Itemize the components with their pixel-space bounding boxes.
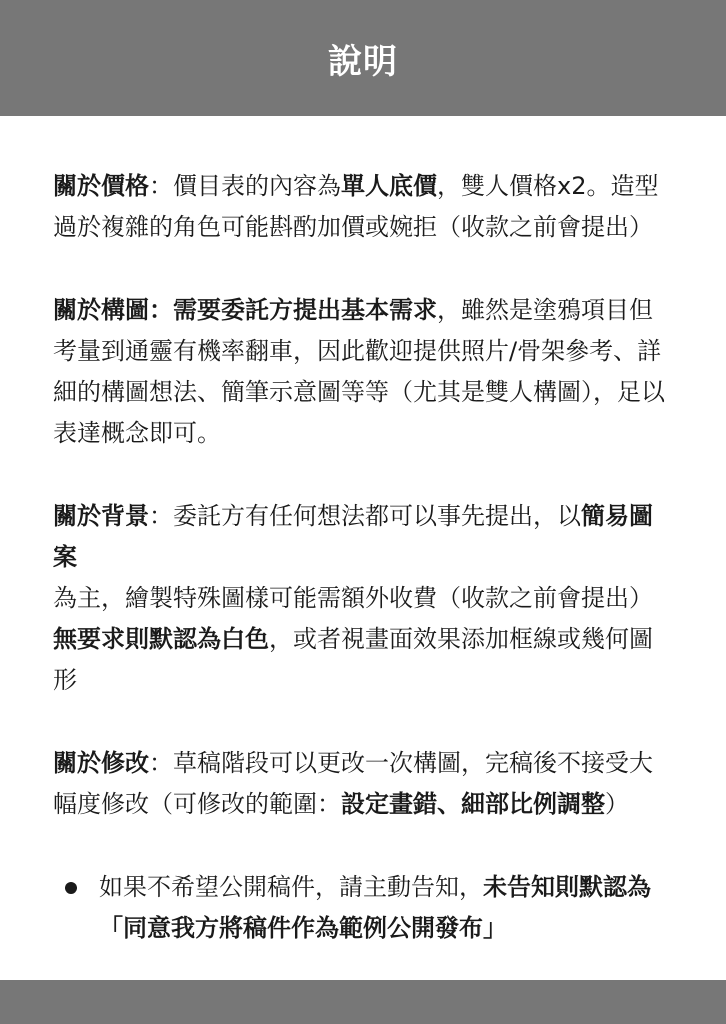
revision-heading: 關於修改 [53,749,149,777]
background-text: ：委託方有任何想法都可以事先提出，以 [149,502,581,530]
price-text: ，雙人價格x2。造型過於複雜的角色可能斟酌加價或婉拒（收款之前會提出） [53,172,659,241]
background-section [53,496,673,701]
bullet-text: 如果不希望公開稿件，請主動告知， [99,873,483,901]
price-heading: 關於價格 [53,172,149,200]
footer-bar [0,980,726,1024]
background-emphasis: 簡易圖案 [53,502,653,571]
revision-text: ：草稿階段可以更改一次構圖，完稿後不接受大幅度修改（可修改的範圍： [53,749,653,818]
bullet-emphasis: 未告知則默認為「同意我方將稿件作為範例公開發布」 [99,873,651,942]
background-text: ，或者視畫面效果添加框線或幾何圖形 [53,625,653,694]
price-emphasis: 單人底價 [341,172,437,200]
background-heading: 關於背景 [53,502,149,530]
revision-text: ） [605,790,629,818]
composition-heading: 關於構圖：需要委託方提出基本需求 [53,296,437,324]
bullet-item-publication [53,867,673,949]
background-text: 為主，繪製特殊圖樣可能需額外收費（收款之前會提出） [53,584,653,612]
price-text: ：價目表的內容為 [149,172,341,200]
composition-section [53,290,673,454]
revision-emphasis: 設定畫錯、細部比例調整 [341,790,605,818]
background-emphasis: 無要求則默認為白色 [53,625,269,653]
page-title: 說明 [328,41,398,82]
document-body [53,166,673,949]
composition-text: ，雖然是塗鴉項目但考量到通靈有機率翻車，因此歡迎提供照片/骨架參考、詳細的構圖想法、簡筆示意圖等等（尤其是雙人構圖），足以表達概念即可。 [53,296,665,447]
price-section [53,166,673,248]
revision-section [53,743,673,825]
header-bar [0,0,726,116]
bullet-dot-icon [65,882,77,894]
